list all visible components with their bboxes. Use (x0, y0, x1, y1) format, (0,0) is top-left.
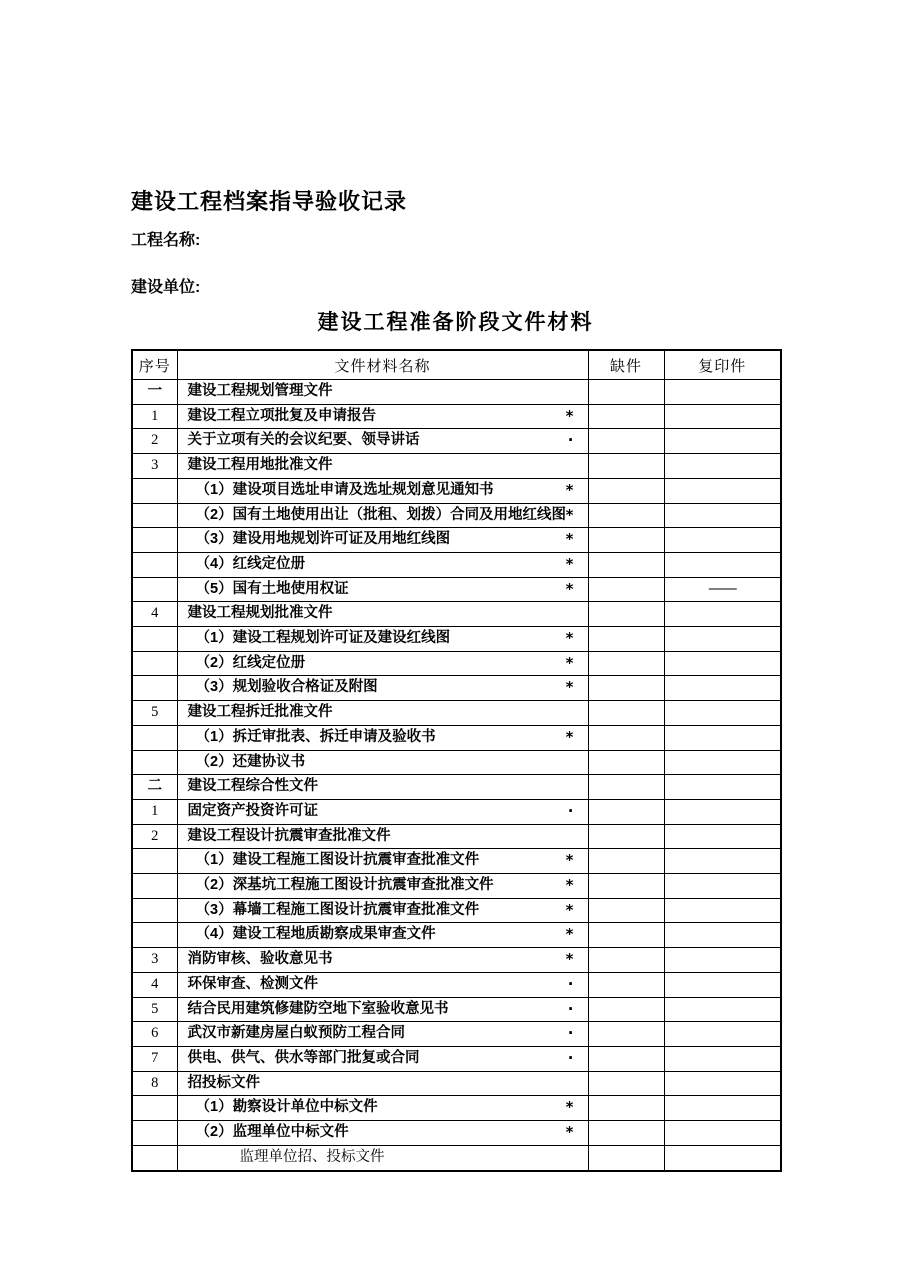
table-row (132, 602, 781, 627)
column-header-number: 序号 (132, 350, 177, 380)
row-copy-cell (664, 948, 781, 973)
row-document-name: 建设工程规划批准文件 (187, 605, 333, 622)
row-copy-cell (664, 1022, 781, 1047)
row-number-cell (132, 651, 177, 676)
row-document-name: 招投标文件 (187, 1074, 260, 1091)
row-document-name: （1）拆迁审批表、拆迁申请及验收书 (195, 728, 436, 745)
row-missing-cell (588, 874, 664, 899)
column-header-missing: 缺件 (588, 350, 664, 380)
row-required-mark: * (565, 554, 574, 573)
row-missing-cell (588, 503, 664, 528)
row-number-cell: 4 (132, 602, 177, 627)
row-document-name: （2）监理单位中标文件 (195, 1124, 349, 1141)
row-document-name-cell (177, 404, 588, 429)
table-row (132, 725, 781, 750)
row-number-cell (132, 750, 177, 775)
row-required-mark: * (565, 1123, 574, 1142)
row-document-name-cell (177, 676, 588, 701)
row-copy-cell (664, 874, 781, 899)
row-document-name: 结合民用建筑修建防空地下室验收意见书 (187, 1000, 449, 1017)
row-document-name-cell (177, 874, 588, 899)
row-number-cell (132, 1096, 177, 1121)
row-missing-cell (588, 478, 664, 503)
project-name-label: 工程名称: (131, 232, 201, 249)
row-document-name: 武汉市新建房屋白蚁预防工程合同 (187, 1025, 405, 1042)
row-required-mark: * (565, 950, 574, 969)
table-row (132, 923, 781, 948)
row-number-cell (132, 676, 177, 701)
row-missing-cell (588, 577, 664, 602)
page-title: 建设工程档案指导验收记录 (131, 189, 408, 214)
row-copy-cell (664, 1071, 781, 1096)
table-row (132, 849, 781, 874)
row-document-name: 建设工程综合性文件 (187, 778, 318, 795)
row-number-cell (132, 874, 177, 899)
table-row (132, 627, 781, 652)
row-required-mark: · (567, 1024, 574, 1043)
column-header-copy: 复印件 (664, 350, 781, 380)
table-row (132, 1022, 781, 1047)
table-row (132, 1071, 781, 1096)
row-copy-cell (664, 651, 781, 676)
row-copy-cell (664, 849, 781, 874)
row-missing-cell (588, 1121, 664, 1146)
table-header-row (132, 350, 781, 380)
row-document-name: 监理单位招、投标文件 (239, 1148, 385, 1165)
table-row (132, 775, 781, 800)
table-row (132, 898, 781, 923)
row-number-cell (132, 552, 177, 577)
row-number-cell: 1 (132, 799, 177, 824)
row-document-name: （1）建设工程规划许可证及建设红线图 (195, 630, 451, 647)
row-copy-cell (664, 972, 781, 997)
row-missing-cell (588, 775, 664, 800)
row-missing-cell (588, 824, 664, 849)
row-copy-cell (664, 701, 781, 726)
table-row (132, 380, 781, 405)
row-document-name-cell (177, 1022, 588, 1047)
row-missing-cell (588, 552, 664, 577)
row-number-cell (132, 503, 177, 528)
row-document-name-cell (177, 380, 588, 405)
row-document-name-cell (177, 528, 588, 553)
row-number-cell: 2 (132, 824, 177, 849)
row-required-mark: · (567, 801, 574, 820)
row-document-name: （5）国有土地使用权证 (195, 580, 349, 597)
row-missing-cell (588, 454, 664, 479)
table-row (132, 750, 781, 775)
row-required-mark: * (565, 900, 574, 919)
row-document-name: （1）勘察设计单位中标文件 (195, 1099, 378, 1116)
row-document-name-cell (177, 775, 588, 800)
row-document-name: 建设工程立项批复及申请报告 (187, 407, 376, 424)
row-document-name-cell (177, 1121, 588, 1146)
row-required-mark: * (565, 406, 574, 425)
row-required-mark: * (565, 579, 574, 598)
row-document-name: 消防审核、验收意见书 (187, 951, 333, 968)
row-missing-cell (588, 602, 664, 627)
row-document-name: （1）建设项目选址申请及选址规划意见通知书 (195, 481, 494, 498)
row-document-name: （2）红线定位册 (195, 654, 306, 671)
row-required-mark: · (567, 999, 574, 1018)
row-required-mark: * (565, 629, 574, 648)
row-missing-cell (588, 725, 664, 750)
table-row (132, 454, 781, 479)
row-document-name: 建设工程拆迁批准文件 (187, 704, 333, 721)
row-copy-cell (664, 898, 781, 923)
row-copy-cell (664, 528, 781, 553)
row-copy-cell (664, 380, 781, 405)
documents-table (131, 349, 782, 1172)
row-document-name: 供电、供气、供水等部门批复或合同 (187, 1049, 420, 1066)
row-document-name-cell (177, 799, 588, 824)
row-required-mark: * (565, 876, 574, 895)
table-row (132, 404, 781, 429)
row-required-mark: * (565, 505, 574, 524)
row-missing-cell (588, 404, 664, 429)
row-number-cell: 5 (132, 997, 177, 1022)
row-document-name-cell (177, 972, 588, 997)
row-copy-cell (664, 725, 781, 750)
row-required-mark: · (567, 431, 574, 450)
row-number-cell (132, 1121, 177, 1146)
row-required-mark: · (567, 974, 574, 993)
row-copy-cell (664, 1145, 781, 1170)
row-document-name: （1）建设工程施工图设计抗震审查批准文件 (195, 852, 480, 869)
table-row (132, 1096, 781, 1121)
row-document-name: （2）还建协议书 (195, 753, 306, 770)
row-document-name-cell (177, 824, 588, 849)
row-number-cell (132, 1145, 177, 1170)
row-missing-cell (588, 948, 664, 973)
row-missing-cell (588, 676, 664, 701)
table-row (132, 948, 781, 973)
table-row (132, 676, 781, 701)
row-document-name-cell (177, 923, 588, 948)
table-row (132, 972, 781, 997)
row-missing-cell (588, 1071, 664, 1096)
row-copy-cell (664, 454, 781, 479)
row-number-cell: 6 (132, 1022, 177, 1047)
row-number-cell (132, 528, 177, 553)
row-document-name-cell (177, 701, 588, 726)
row-number-cell: 3 (132, 454, 177, 479)
row-document-name: 固定资产投资许可证 (187, 802, 318, 819)
row-document-name-cell (177, 552, 588, 577)
row-missing-cell (588, 701, 664, 726)
row-number-cell (132, 577, 177, 602)
row-copy-cell (664, 1121, 781, 1146)
row-document-name-cell (177, 849, 588, 874)
row-missing-cell (588, 528, 664, 553)
row-missing-cell (588, 429, 664, 454)
row-document-name: 建设工程用地批准文件 (187, 457, 333, 474)
table-row (132, 651, 781, 676)
row-copy-cell (664, 602, 781, 627)
row-required-mark: * (565, 1098, 574, 1117)
row-copy-cell (664, 627, 781, 652)
row-copy-cell (664, 799, 781, 824)
table-row (132, 577, 781, 602)
row-number-cell (132, 849, 177, 874)
row-document-name-cell (177, 1096, 588, 1121)
row-number-cell: 8 (132, 1071, 177, 1096)
row-copy-cell (664, 676, 781, 701)
row-document-name: （3）幕墙工程施工图设计抗震审查批准文件 (195, 901, 480, 918)
row-document-name: 关于立项有关的会议纪要、领导讲话 (187, 432, 420, 449)
row-number-cell (132, 478, 177, 503)
row-missing-cell (588, 898, 664, 923)
row-missing-cell (588, 380, 664, 405)
row-copy-cell (664, 478, 781, 503)
table-row (132, 528, 781, 553)
row-document-name: 环保审查、检测文件 (187, 975, 318, 992)
row-number-cell: 3 (132, 948, 177, 973)
row-document-name-cell (177, 503, 588, 528)
row-document-name-cell (177, 948, 588, 973)
row-document-name-cell (177, 1145, 588, 1170)
row-number-cell: 2 (132, 429, 177, 454)
row-missing-cell (588, 1046, 664, 1071)
row-document-name: （4）红线定位册 (195, 555, 306, 572)
row-document-name: （4）建设工程地质勘察成果审查文件 (195, 926, 436, 943)
table-row (132, 701, 781, 726)
row-document-name-cell (177, 577, 588, 602)
row-missing-cell (588, 997, 664, 1022)
row-missing-cell (588, 799, 664, 824)
row-copy-cell (664, 429, 781, 454)
row-document-name-cell (177, 627, 588, 652)
row-document-name: 建设工程设计抗震审查批准文件 (187, 827, 391, 844)
row-document-name-cell (177, 750, 588, 775)
row-number-cell: 二 (132, 775, 177, 800)
table-row (132, 429, 781, 454)
row-copy-cell (664, 1096, 781, 1121)
row-missing-cell (588, 849, 664, 874)
row-document-name-cell (177, 725, 588, 750)
table-row (132, 824, 781, 849)
row-copy-cell (664, 503, 781, 528)
row-missing-cell (588, 923, 664, 948)
table-row (132, 1145, 781, 1170)
row-required-mark: · (567, 1048, 574, 1067)
row-missing-cell (588, 1022, 664, 1047)
table-row (132, 997, 781, 1022)
column-header-document-name: 文件材料名称 (177, 350, 588, 380)
construction-unit-label: 建设单位: (131, 279, 201, 296)
row-document-name: （3）建设用地规划许可证及用地红线图 (195, 531, 451, 548)
row-missing-cell (588, 627, 664, 652)
row-missing-cell (588, 1096, 664, 1121)
row-number-cell: 一 (132, 380, 177, 405)
row-document-name-cell (177, 1071, 588, 1096)
table-row (132, 478, 781, 503)
row-required-mark: * (565, 851, 574, 870)
row-document-name-cell (177, 651, 588, 676)
row-copy-cell (664, 775, 781, 800)
row-number-cell (132, 725, 177, 750)
table-row (132, 874, 781, 899)
table-body (132, 380, 781, 1171)
row-document-name-cell (177, 1046, 588, 1071)
row-document-name-cell (177, 454, 588, 479)
row-copy-cell: —— (664, 577, 781, 602)
row-document-name: （2）国有土地使用出让（批租、划拨）合同及用地红线图 (195, 506, 567, 523)
row-required-mark: * (565, 480, 574, 499)
row-number-cell: 4 (132, 972, 177, 997)
table-title: 建设工程准备阶段文件材料 (317, 311, 594, 334)
row-document-name: （3）规划验收合格证及附图 (195, 679, 378, 696)
row-number-cell (132, 898, 177, 923)
row-required-mark: * (565, 727, 574, 746)
row-required-mark: * (565, 925, 574, 944)
row-number-cell: 5 (132, 701, 177, 726)
table-row (132, 1121, 781, 1146)
row-copy-cell (664, 750, 781, 775)
row-copy-cell (664, 552, 781, 577)
row-document-name: （2）深基坑工程施工图设计抗震审查批准文件 (195, 877, 494, 894)
row-document-name-cell (177, 898, 588, 923)
row-copy-cell (664, 824, 781, 849)
row-document-name-cell (177, 602, 588, 627)
row-missing-cell (588, 1145, 664, 1170)
table-row (132, 503, 781, 528)
row-copy-cell (664, 404, 781, 429)
row-copy-cell (664, 923, 781, 948)
row-number-cell: 1 (132, 404, 177, 429)
row-document-name: 建设工程规划管理文件 (187, 383, 333, 399)
row-missing-cell (588, 750, 664, 775)
row-document-name-cell (177, 997, 588, 1022)
row-document-name-cell (177, 478, 588, 503)
row-required-mark: * (565, 678, 574, 697)
row-required-mark: * (565, 653, 574, 672)
table-row (132, 799, 781, 824)
row-missing-cell (588, 972, 664, 997)
row-number-cell (132, 627, 177, 652)
row-copy-cell (664, 1046, 781, 1071)
row-number-cell (132, 923, 177, 948)
row-copy-cell (664, 997, 781, 1022)
row-document-name-cell (177, 429, 588, 454)
row-number-cell: 7 (132, 1046, 177, 1071)
table-row (132, 1046, 781, 1071)
row-required-mark: * (565, 530, 574, 549)
row-missing-cell (588, 651, 664, 676)
table-row (132, 552, 781, 577)
